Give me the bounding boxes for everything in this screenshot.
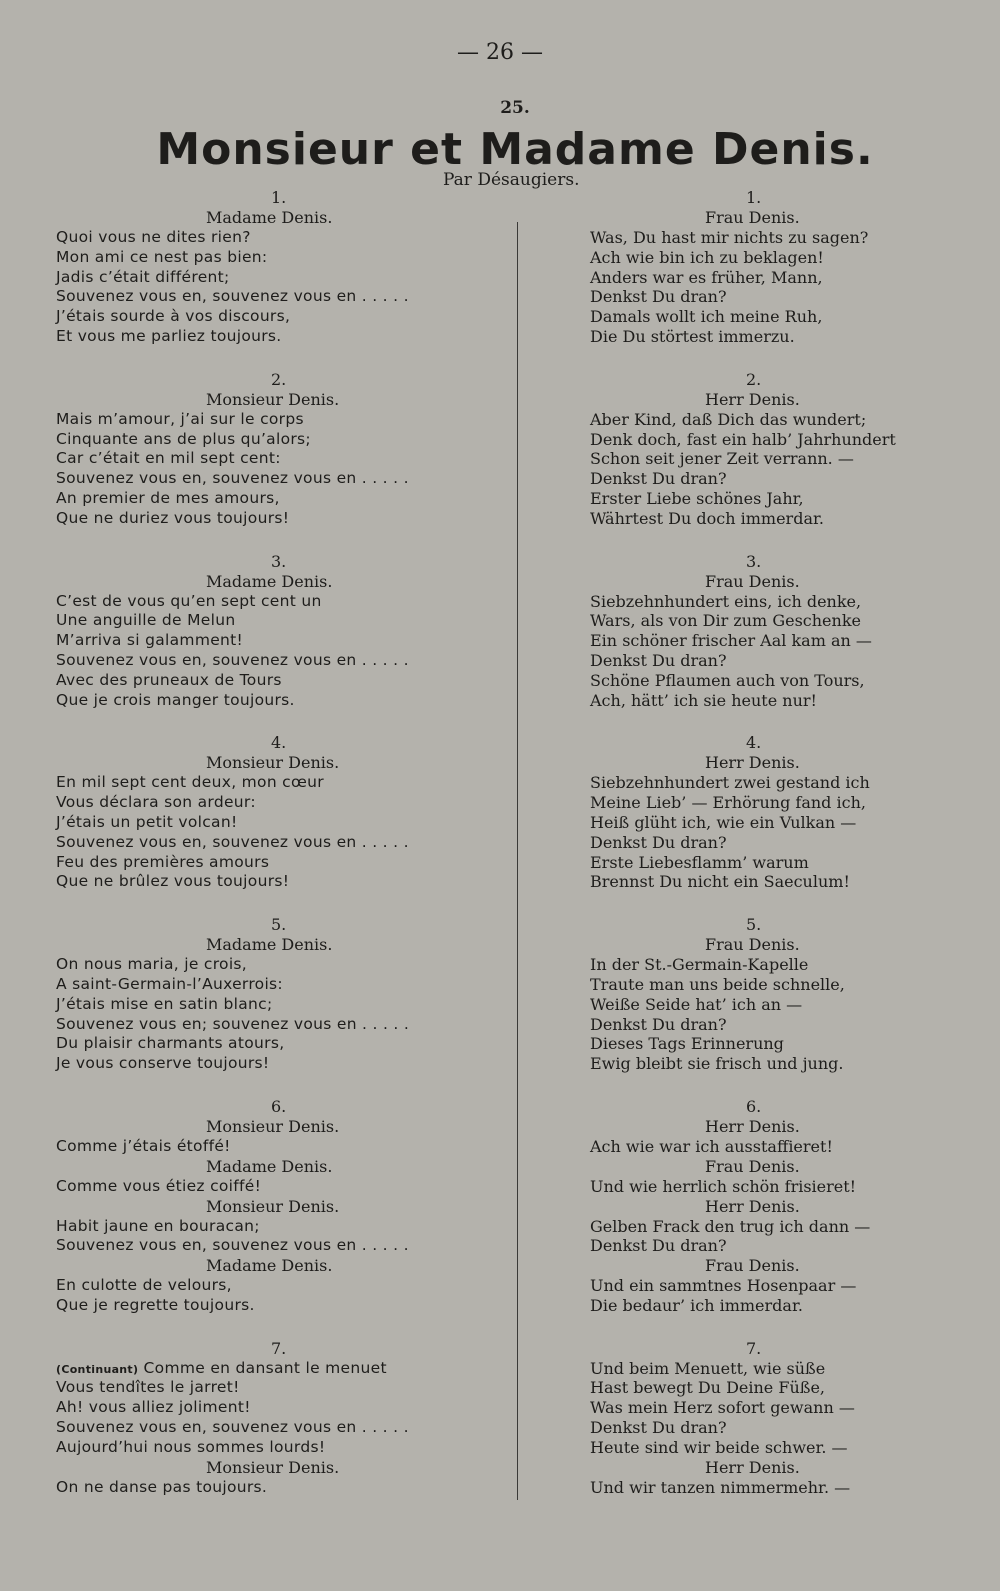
line-text: Denkst Du dran? (590, 1418, 727, 1438)
verse-number: 2. (271, 369, 287, 389)
line-text: Und beim Menuett, wie süße (590, 1358, 826, 1378)
verse-spacer (56, 1074, 496, 1096)
verse-german (590, 732, 950, 892)
line-text: Denkst Du dran? (590, 287, 727, 307)
verse-number: 6. (746, 1096, 762, 1116)
verse-line (590, 793, 950, 813)
speaker-name: Monsieur Denis. (206, 1116, 340, 1136)
line-text: Traute man uns beide schnelle, (590, 974, 845, 994)
verse-number: 3. (271, 551, 287, 571)
verse-spacer (56, 892, 496, 914)
verse-line (590, 509, 950, 529)
verse-number: 4. (746, 733, 762, 753)
verse-line (590, 1438, 950, 1458)
line-text: Souvenez vous en, souvenez vous en . . . . . (56, 469, 409, 488)
line-text: Souvenez vous en, souvenez vous en . . . . . (56, 832, 409, 851)
verse-line (590, 1015, 950, 1035)
verse-line (590, 1398, 950, 1418)
verse-number: 7. (271, 1338, 287, 1358)
verse-line (590, 671, 950, 691)
verse-line (56, 1418, 496, 1438)
line-text: Une anguille de Melun (56, 611, 236, 630)
verse-line (56, 1177, 496, 1197)
line-text: Heute sind wir beide schwer. — (590, 1437, 848, 1457)
verse-line (590, 1034, 950, 1054)
verse-number: 4. (271, 733, 287, 753)
verse-line (56, 1137, 496, 1157)
speaker-name: Madame Denis. (206, 935, 333, 955)
speaker-name: Herr Denis. (705, 753, 800, 773)
line-text: Erste Liebesflamm’ warum (590, 852, 809, 872)
speaker-name: Herr Denis. (705, 389, 800, 409)
line-text: Dieses Tags Erinnerung (590, 1034, 784, 1054)
verse-french (56, 551, 496, 711)
line-text: Anders war es früher, Mann, (590, 267, 823, 287)
verse-line (56, 327, 496, 347)
verse-line (56, 307, 496, 327)
verse-spacer (590, 710, 950, 732)
verse-spacer (590, 1316, 950, 1338)
line-text: Denkst Du dran? (590, 1014, 727, 1034)
verse-line (590, 691, 950, 711)
line-text: Souvenez vous en, souvenez vous en . . . . . (56, 1418, 409, 1437)
line-text: Habit jaune en bouracan; (56, 1216, 260, 1235)
verse-number: 3. (746, 551, 762, 571)
verse-line (590, 1177, 950, 1197)
speaker-name: Herr Denis. (705, 1457, 800, 1477)
line-text: Que je crois manger toujours. (56, 690, 295, 709)
verse-line (590, 307, 950, 327)
verse-line (590, 1359, 950, 1379)
line-text: Heiß glüht ich, wie ein Vulkan — (590, 812, 857, 832)
verse-line (56, 872, 496, 892)
song-title: Monsieur et Madame Denis. (156, 124, 874, 175)
line-text: Gelben Frack den trug ich dann — (590, 1216, 871, 1236)
verse-line (56, 651, 496, 671)
line-text: Die Du störtest immerzu. (590, 326, 795, 346)
verse-line (590, 430, 950, 450)
speaker-name: Madame Denis. (206, 1256, 333, 1276)
speaker-name: Herr Denis. (705, 1116, 800, 1136)
line-text: Feu des premières amours (56, 852, 270, 871)
line-text: Que je regrette toujours. (56, 1295, 255, 1314)
line-text: Erster Liebe schönes Jahr, (590, 488, 804, 508)
line-text: In der St.-Germain-Kapelle (590, 955, 809, 975)
line-text: Ah! vous alliez joliment! (56, 1398, 251, 1417)
verse-number: 1. (271, 188, 287, 207)
verse-line (590, 631, 950, 651)
line-text: Souvenez vous en; souvenez vous en . . . . . (56, 1014, 410, 1033)
verse-spacer (56, 710, 496, 732)
speaker-name: Monsieur Denis. (206, 1457, 340, 1477)
line-text: Que ne duriez vous toujours! (56, 508, 290, 527)
verse-german (590, 1096, 950, 1316)
verse-french (56, 914, 496, 1074)
verse-line (590, 833, 950, 853)
verse-line (56, 1236, 496, 1256)
line-text: Weiße Seide hat’ ich an — (590, 994, 803, 1014)
speaker-name: Madame Denis. (206, 1156, 333, 1176)
verse-french (56, 732, 496, 892)
line-text: Denkst Du dran? (590, 832, 727, 852)
speaker-name: Frau Denis. (705, 1256, 800, 1276)
line-text: Ach wie bin ich zu beklagen! (590, 247, 824, 267)
author-credit: Par Désaugiers. (443, 170, 580, 190)
verse-line (590, 469, 950, 489)
line-text: En culotte de velours, (56, 1276, 232, 1295)
verse-line (590, 872, 950, 892)
verse-line (56, 1054, 496, 1074)
line-text: Denkst Du dran? (590, 469, 727, 489)
line-text: Souvenez vous en, souvenez vous en . . . . . (56, 287, 409, 306)
line-text: J’étais un petit volcan! (56, 812, 238, 831)
line-text: Souvenez vous en, souvenez vous en . . . . . (56, 1236, 409, 1255)
verse-line (590, 1478, 950, 1498)
verse-line (56, 1378, 496, 1398)
verse-line (590, 1236, 950, 1256)
line-text: Mais m’amour, j’ai sur le corps (56, 409, 304, 428)
verse-line (590, 955, 950, 975)
verse-line (590, 975, 950, 995)
line-text: Und wir tanzen nimmermehr. — (590, 1477, 851, 1497)
verse-line (590, 1296, 950, 1316)
speaker-name: Monsieur Denis. (206, 389, 340, 409)
line-text: Brennst Du nicht ein Saeculum! (590, 872, 850, 892)
verse-line (56, 410, 496, 430)
line-text: Quoi vous ne dites rien? (56, 228, 251, 246)
verse-line (56, 631, 496, 651)
line-text: Vous déclara son ardeur: (56, 793, 256, 812)
line-text: Aber Kind, daß Dich das wundert; (590, 409, 867, 429)
verse-number: 1. (746, 188, 762, 207)
verse-line (590, 268, 950, 288)
verse-line (590, 410, 950, 430)
verse-french (56, 187, 496, 347)
verse-number: 2. (746, 369, 762, 389)
verse-line (56, 793, 496, 813)
stage-direction: (Continuant) (56, 1362, 139, 1376)
verse-line (590, 1276, 950, 1296)
line-text: Schöne Pflaumen auch von Tours, (590, 670, 865, 690)
verse-german (590, 1338, 950, 1498)
verse-line (56, 287, 496, 307)
verse-number: 7. (746, 1338, 762, 1358)
line-text: Avec des pruneaux de Tours (56, 670, 282, 689)
verse-line (590, 1418, 950, 1438)
verse-line (56, 430, 496, 450)
verse-spacer (56, 529, 496, 551)
line-text: Mon ami ce nest pas bien: (56, 247, 268, 266)
line-text: On ne danse pas toujours. (56, 1477, 268, 1496)
verse-german (590, 187, 950, 347)
verse-line (590, 773, 950, 793)
line-text: Meine Lieb’ — Erhörung fand ich, (590, 793, 866, 813)
verse-french (56, 369, 496, 529)
verse-line (56, 268, 496, 288)
verse-line (56, 449, 496, 469)
line-text: J’étais sourde à vos discours, (56, 307, 291, 326)
speaker-name: Frau Denis. (705, 935, 800, 955)
verse-line (590, 228, 950, 248)
line-text: Hast bewegt Du Deine Füße, (590, 1378, 825, 1398)
line-text: Was mein Herz sofort gewann — (590, 1398, 855, 1418)
line-text: Vous tendîtes le jarret! (56, 1378, 240, 1397)
verse-line (590, 327, 950, 347)
speaker-name: Madame Denis. (206, 571, 333, 591)
verse-spacer (56, 1316, 496, 1338)
verse-line (590, 1054, 950, 1074)
line-text: Car c’était en mil sept cent: (56, 449, 281, 468)
verse-line (56, 975, 496, 995)
verse-german (590, 369, 950, 529)
verse-line (56, 469, 496, 489)
line-text: Je vous conserve toujours! (56, 1054, 270, 1073)
verse-line (56, 1217, 496, 1237)
speaker-name: Monsieur Denis. (206, 753, 340, 773)
line-text: Schon seit jener Zeit verrann. — (590, 449, 854, 469)
verse-number: 5. (271, 915, 287, 935)
verse-line (56, 1015, 496, 1035)
verse-spacer (590, 1074, 950, 1096)
french-column (56, 187, 496, 1497)
line-text: Du plaisir charmants atours, (56, 1034, 285, 1053)
verse-line (56, 995, 496, 1015)
line-text: En mil sept cent deux, mon cœur (56, 773, 324, 792)
line-text: Währtest Du doch immerdar. (590, 508, 824, 528)
verse-line (590, 248, 950, 268)
verse-line (56, 1296, 496, 1316)
line-text: An premier de mes amours, (56, 488, 280, 507)
verse-line (56, 248, 496, 268)
verse-line (56, 1478, 496, 1498)
verse-spacer (590, 529, 950, 551)
column-divider (517, 222, 518, 1500)
line-text: Cinquante ans de plus qu’alors; (56, 429, 311, 448)
line-text: Die bedaur’ ich immerdar. (590, 1295, 803, 1315)
verse-line (56, 1276, 496, 1296)
line-text: Jadis c’était différent; (56, 267, 230, 286)
line-text: On nous maria, je crois, (56, 955, 248, 974)
verse-spacer (590, 347, 950, 369)
speaker-name: Frau Denis. (705, 571, 800, 591)
verse-line (590, 1378, 950, 1398)
line-text: C’est de vous qu’en sept cent un (56, 591, 322, 610)
german-column (590, 187, 950, 1497)
verse-line (590, 287, 950, 307)
verse-line (590, 592, 950, 612)
verse-line (590, 1217, 950, 1237)
line-text: M’arriva si galamment! (56, 631, 244, 650)
line-text: Siebzehnhundert zwei gestand ich (590, 773, 870, 793)
verse-line (590, 449, 950, 469)
verse-line (56, 509, 496, 529)
line-text: Que ne brûlez vous toujours! (56, 872, 290, 891)
verse-line (56, 1438, 496, 1458)
line-text: Ach, hätt’ ich sie heute nur! (590, 690, 817, 710)
line-text: Comme j’étais étoffé! (56, 1136, 231, 1155)
verse-german (590, 914, 950, 1074)
verse-spacer (56, 347, 496, 369)
line-text: Denkst Du dran? (590, 650, 727, 670)
verse-number: 6. (271, 1096, 287, 1116)
line-text: Wars, als von Dir zum Geschenke (590, 611, 861, 631)
line-text: Comme en dansant le menuet (138, 1358, 387, 1377)
line-text: Aujourd’hui nous sommes lourds! (56, 1437, 326, 1456)
line-text: A saint-Germain-l’Auxerrois: (56, 974, 283, 993)
verse-line (590, 813, 950, 833)
verse-line (590, 611, 950, 631)
song-number: 25. (500, 98, 530, 118)
line-text: Ach wie war ich ausstaffieret! (590, 1136, 833, 1156)
speaker-name: Monsieur Denis. (206, 1196, 340, 1216)
verse-line (590, 995, 950, 1015)
verse-line (56, 773, 496, 793)
verse-german (590, 551, 950, 711)
verse-line (56, 955, 496, 975)
verse-line (590, 1137, 950, 1157)
verse-line (56, 833, 496, 853)
verse-line (56, 671, 496, 691)
speaker-name: Frau Denis. (705, 208, 800, 227)
verse-line (56, 1398, 496, 1418)
verse-line (56, 592, 496, 612)
line-text: Und wie herrlich schön frisieret! (590, 1176, 857, 1196)
line-text: Et vous me parliez toujours. (56, 326, 282, 345)
verse-number: 5. (746, 915, 762, 935)
speaker-name: Frau Denis. (705, 1156, 800, 1176)
line-text: J’étais mise en satin blanc; (56, 994, 273, 1013)
verse-line (56, 228, 496, 248)
verse-french (56, 1338, 496, 1498)
verse-french (56, 1096, 496, 1316)
speaker-name: Madame Denis. (206, 208, 333, 227)
verse-line (56, 489, 496, 509)
line-text: Comme vous étiez coiffé! (56, 1176, 262, 1195)
line-text: Denkst Du dran? (590, 1236, 727, 1256)
verse-line (590, 489, 950, 509)
line-text: Was, Du hast mir nichts zu sagen? (590, 228, 869, 247)
line-text: Denk doch, fast ein halb’ Jahrhundert (590, 429, 896, 449)
verse-line (56, 1359, 496, 1379)
line-text: Damals wollt ich meine Ruh, (590, 307, 823, 327)
line-text: Ewig bleibt sie frisch und jung. (590, 1054, 844, 1074)
verse-spacer (590, 892, 950, 914)
verse-line (56, 1034, 496, 1054)
verse-line (56, 853, 496, 873)
verse-line (590, 853, 950, 873)
line-text: Ein schöner frischer Aal kam an — (590, 631, 872, 651)
verse-line (590, 651, 950, 671)
page-number: — 26 — (457, 40, 543, 65)
line-text: Siebzehnhundert eins, ich denke, (590, 591, 862, 611)
line-text: Souvenez vous en, souvenez vous en . . . . . (56, 650, 409, 669)
line-text: Und ein sammtnes Hosenpaar — (590, 1276, 857, 1296)
verse-line (56, 691, 496, 711)
speaker-name: Herr Denis. (705, 1196, 800, 1216)
verse-line (56, 813, 496, 833)
verse-line (56, 611, 496, 631)
